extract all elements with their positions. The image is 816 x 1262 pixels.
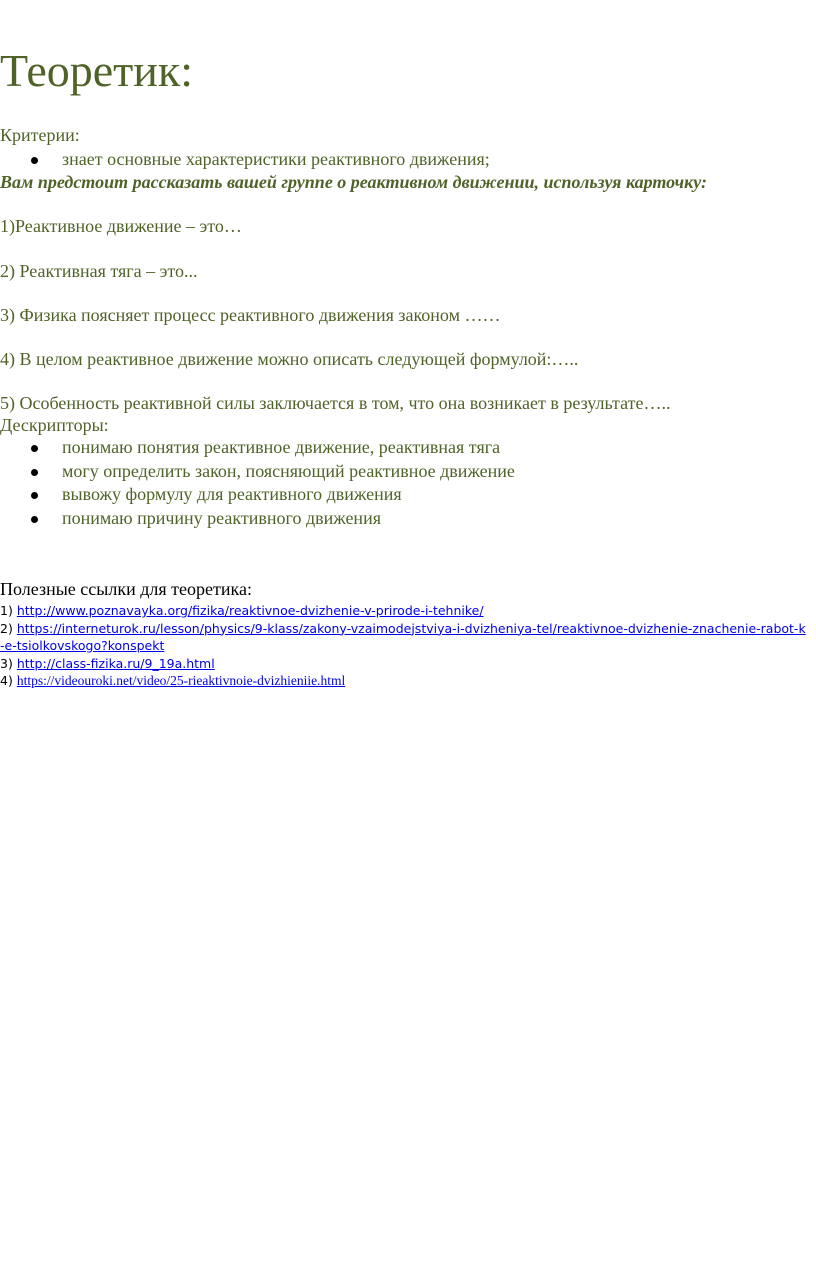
list-item <box>0 148 490 172</box>
bullet-icon <box>31 469 38 476</box>
question-4: 4) В целом реактивное движение можно описать следующей формулой:….. <box>0 349 579 369</box>
link-number: 4) <box>0 673 13 688</box>
list-item <box>0 507 515 531</box>
link-videouroki[interactable]: https://videouroki.net/video/25-rieaktivnoie-dvizhieniie.html <box>16 673 346 688</box>
descriptor-item-text: понимаю причину реактивного движения <box>62 507 381 528</box>
task-instruction: Вам предстоит рассказать вашей группе о реактивном движении, используя карточку: <box>0 172 707 192</box>
link-number: 1) <box>0 603 13 618</box>
bullet-icon <box>31 157 38 164</box>
link-row <box>0 655 810 673</box>
criteria-list <box>0 148 490 172</box>
criteria-item-text: знает основные характеристики реактивного движения; <box>62 149 490 169</box>
list-item <box>0 460 515 484</box>
links-list <box>0 602 810 690</box>
links-title: Полезные ссылки для теоретика: <box>0 579 252 599</box>
descriptors-label: Дескрипторы: <box>0 415 109 435</box>
question-3: 3) Физика поясняет процесс реактивного движения законом …… <box>0 305 501 325</box>
link-row <box>0 672 810 690</box>
link-class-fizika[interactable]: http://class-fizika.ru/9_19a.html <box>16 655 215 671</box>
bullet-icon <box>31 445 38 452</box>
descriptor-item-text: понимаю понятия реактивное движение, реактивная тяга <box>62 437 501 457</box>
descriptor-item-text: вывожу формулу для реактивного движения <box>62 484 402 504</box>
link-row <box>0 602 810 620</box>
criteria-label: Критерии: <box>0 125 80 145</box>
link-number: 3) <box>0 655 13 671</box>
link-interneturok[interactable]: https://interneturok.ru/lesson/physics/9-klass/zakony-vzaimodejstviya-i-dvizheniya-tel/reaktivnoe-dvizhenie-znachenie-rabot-k-e-tsiolkovskogo?konspekt <box>0 620 806 653</box>
list-item <box>0 436 515 460</box>
link-row <box>0 620 810 655</box>
link-number: 2) <box>0 620 13 636</box>
question-5: 5) Особенность реактивной силы заключается в том, что она возникает в результате….. <box>0 393 671 413</box>
page-title: Теоретик: <box>0 45 194 96</box>
descriptors-list <box>0 436 515 530</box>
question-1: 1)Реактивное движение – это… <box>0 216 242 236</box>
bullet-icon <box>31 492 38 499</box>
question-2: 2) Реактивная тяга – это... <box>0 261 198 281</box>
descriptor-item-text: могу определить закон, поясняющий реактивное движение <box>62 460 515 481</box>
list-item <box>0 483 515 507</box>
bullet-icon <box>31 516 38 523</box>
link-poznavayka[interactable]: http://www.poznavayka.org/fizika/reaktivnoe-dvizhenie-v-prirode-i-tehnike/ <box>16 603 484 618</box>
